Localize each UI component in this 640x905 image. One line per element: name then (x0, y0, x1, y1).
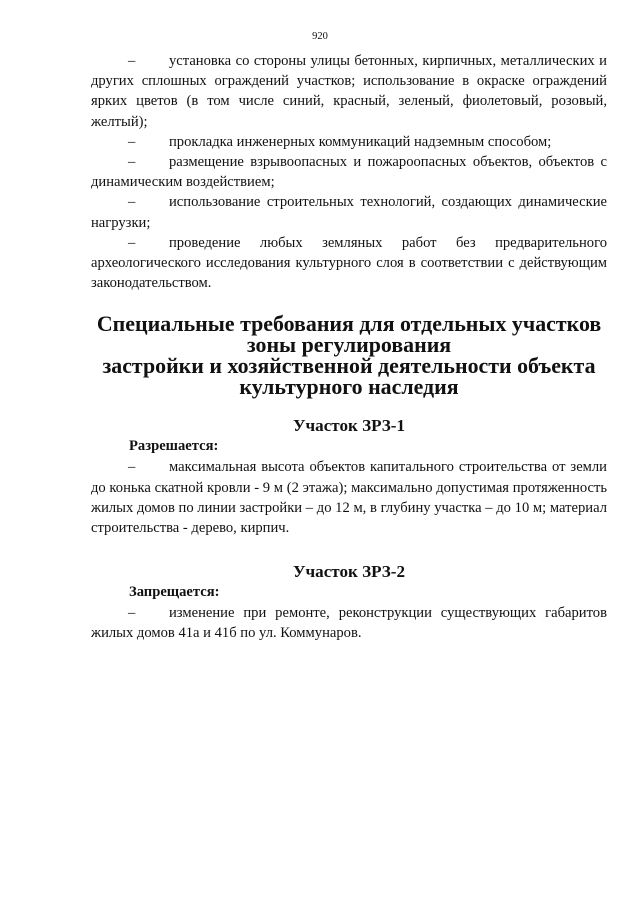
list-dash: – (128, 234, 136, 251)
list-item-text: использование строительных технологий, создающих динамические нагрузки; (91, 194, 607, 231)
list-item (91, 233, 607, 294)
zone-1-lead: Разрешается: (129, 438, 219, 455)
zone-1-item (91, 457, 607, 538)
list-item-text: изменение при ремонте, реконструкции существующих габаритов жилых домов 41а и 41б по ул. Коммунаров. (91, 605, 607, 642)
list-dash: – (128, 194, 136, 211)
list-item (91, 51, 607, 132)
list-item-text: проведение любых земляных работ без предварительного археологического исследования культурного слоя в соответствии с действующим законодательством. (91, 234, 607, 292)
list-item-text: размещение взрывоопасных и пожароопасных объектов, объектов с динамическим воздействием; (91, 154, 607, 191)
list-dash: – (128, 459, 136, 476)
list-item-text: установка со стороны улицы бетонных, кирпичных, металлических и других сплошных ограждений участков; использование в окраске ограждений ярких цветов (в том числе синий, красный, зеленый, фиолетовый, розовый, желтый); (91, 53, 607, 130)
list-dash: – (128, 605, 136, 622)
list-item (91, 152, 607, 192)
list-item-text: прокладка инженерных коммуникаций надземным способом; (169, 133, 552, 150)
section-title (91, 311, 607, 400)
zone-1-title: Участок ЗРЗ-1 (293, 416, 405, 436)
list-item (91, 192, 607, 232)
list-dash: – (128, 154, 136, 171)
zone-2-lead: Запрещается: (129, 584, 220, 601)
list-item-text: максимальная высота объектов капитального строительства от земли до конька скатной кровли - 9 м (2 этажа); максимально допустимая протяженность жилых домов по линии застройки – до 12 м, в глубину участка – до 10 м; материал строительства - дерево, кирпич. (91, 459, 607, 537)
zone-2-title: Участок ЗРЗ-2 (293, 562, 405, 582)
list-dash: – (128, 53, 136, 69)
page-number: 920 (312, 31, 328, 42)
document-body (91, 51, 607, 644)
list-item (91, 132, 607, 152)
section-title-line: застройки и хозяйственной деятельности объекта культурного наследия (102, 353, 596, 400)
section-title-line: Специальные требования для отдельных участков зоны регулирования (96, 311, 602, 358)
zone-2-item (91, 603, 607, 643)
list-dash: – (128, 133, 136, 150)
